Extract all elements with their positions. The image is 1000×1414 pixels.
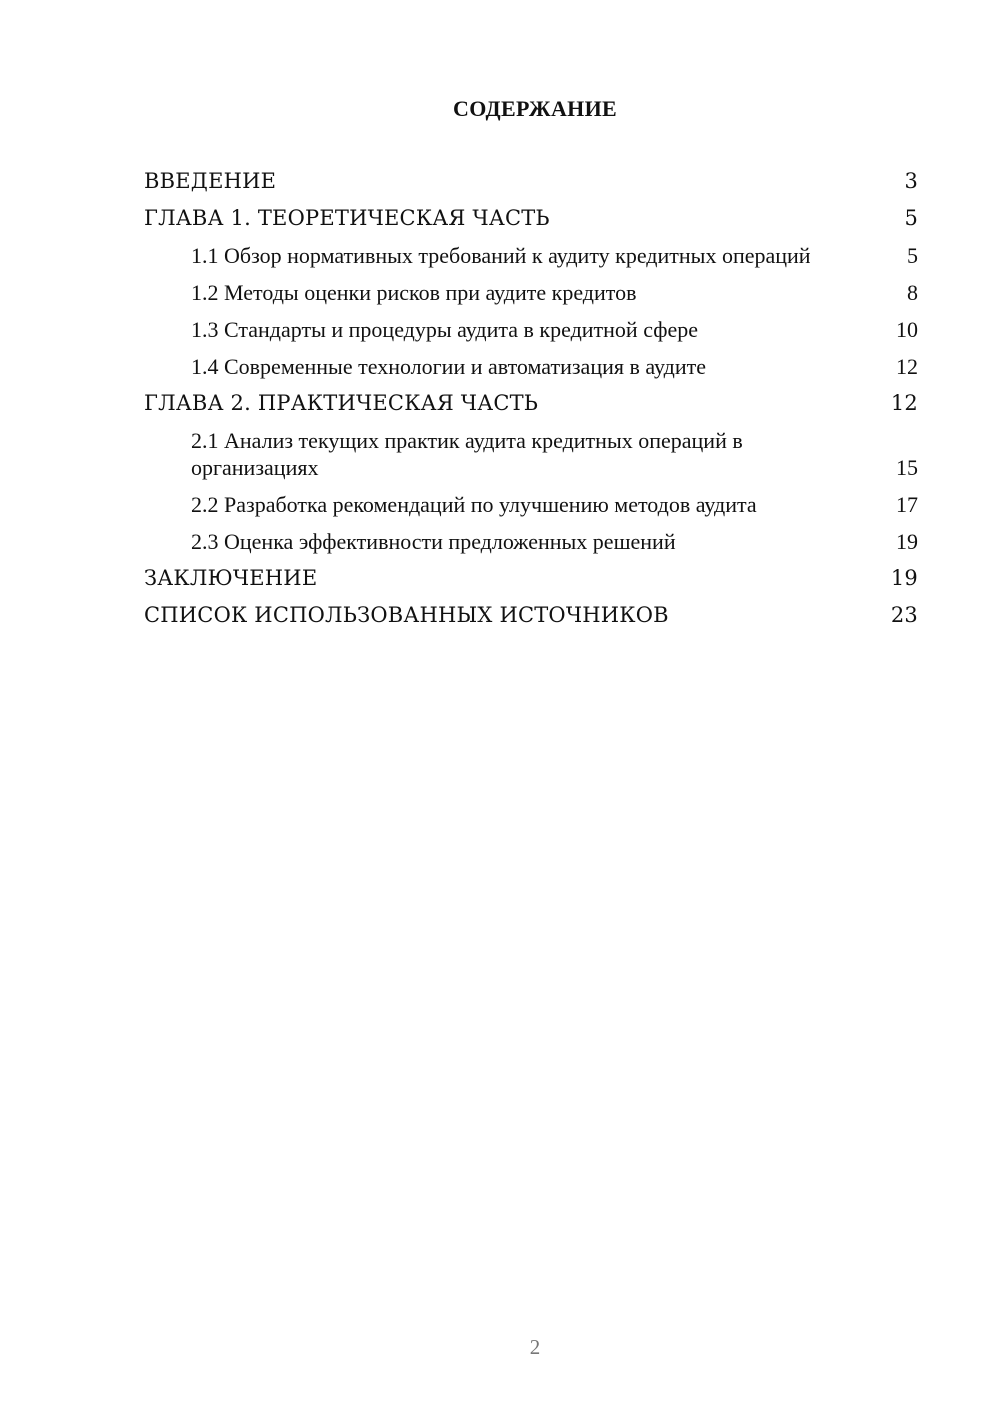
toc-entry-text: 1.4 Современные технологии и автоматизация в аудите xyxy=(191,354,706,379)
page-number: 2 xyxy=(529,1335,541,1359)
toc-entry-text: ГЛАВА 1. ТЕОРЕТИЧЕСКАЯ ЧАСТЬ xyxy=(144,206,550,230)
toc-entry-text: ВВЕДЕНИЕ xyxy=(144,169,277,193)
toc-entry-text: ГЛАВА 2. ПРАКТИЧЕСКАЯ ЧАСТЬ xyxy=(144,391,539,415)
toc-entry-section-1-1 xyxy=(144,242,918,269)
toc-entry-text: ЗАКЛЮЧЕНИЕ xyxy=(144,566,318,590)
toc-entry-page: 8 xyxy=(907,280,918,305)
toc-entry-page: 12 xyxy=(896,354,918,379)
toc-entry-page: 15 xyxy=(896,455,918,480)
toc-entry-introduction xyxy=(144,168,918,195)
toc-heading: СОДЕРЖАНИЕ xyxy=(453,96,617,121)
toc-entry-page: 5 xyxy=(904,206,918,230)
toc-entry-section-1-4 xyxy=(144,353,918,380)
toc-entry-page: 5 xyxy=(907,243,918,268)
toc-entry-page: 19 xyxy=(896,529,918,554)
toc-entry-text: 2.2 Разработка рекомендаций по улучшению методов аудита xyxy=(191,492,757,517)
toc-entry-section-1-2 xyxy=(144,279,918,306)
toc-entry-text: 1.3 Стандарты и процедуры аудита в кредитной сфере xyxy=(191,317,699,342)
toc-entry-text: 2.3 Оценка эффективности предложенных решений xyxy=(191,529,676,554)
toc-entry-section-2-2 xyxy=(144,491,918,518)
toc-entry-page: 19 xyxy=(890,566,918,590)
toc-entry-references xyxy=(144,602,918,629)
toc-entry-conclusion xyxy=(144,565,918,592)
toc-entry-page: 12 xyxy=(890,391,918,415)
toc-entry-section-1-3 xyxy=(144,316,918,343)
toc-entry-page: 17 xyxy=(896,492,918,517)
toc-entry-text: 1.2 Методы оценки рисков при аудите кредитов xyxy=(191,280,637,305)
toc-entry-text: 1.1 Обзор нормативных требований к аудиту кредитных операций xyxy=(191,243,811,268)
toc-entry-chapter-2 xyxy=(144,390,918,417)
toc-entry-text: СПИСОК ИСПОЛЬЗОВАННЫХ ИСТОЧНИКОВ xyxy=(144,603,669,627)
toc-entry-page: 23 xyxy=(890,603,918,627)
toc-entry-page: 3 xyxy=(904,169,918,193)
toc-entry-chapter-1 xyxy=(144,205,918,232)
table-of-contents xyxy=(144,168,918,639)
toc-entry-section-2-1 xyxy=(144,427,918,481)
toc-entry-section-2-3 xyxy=(144,528,918,555)
toc-entry-text: 2.1 Анализ текущих практик аудита кредитных операций в организациях xyxy=(191,428,743,480)
toc-entry-page: 10 xyxy=(896,317,918,342)
